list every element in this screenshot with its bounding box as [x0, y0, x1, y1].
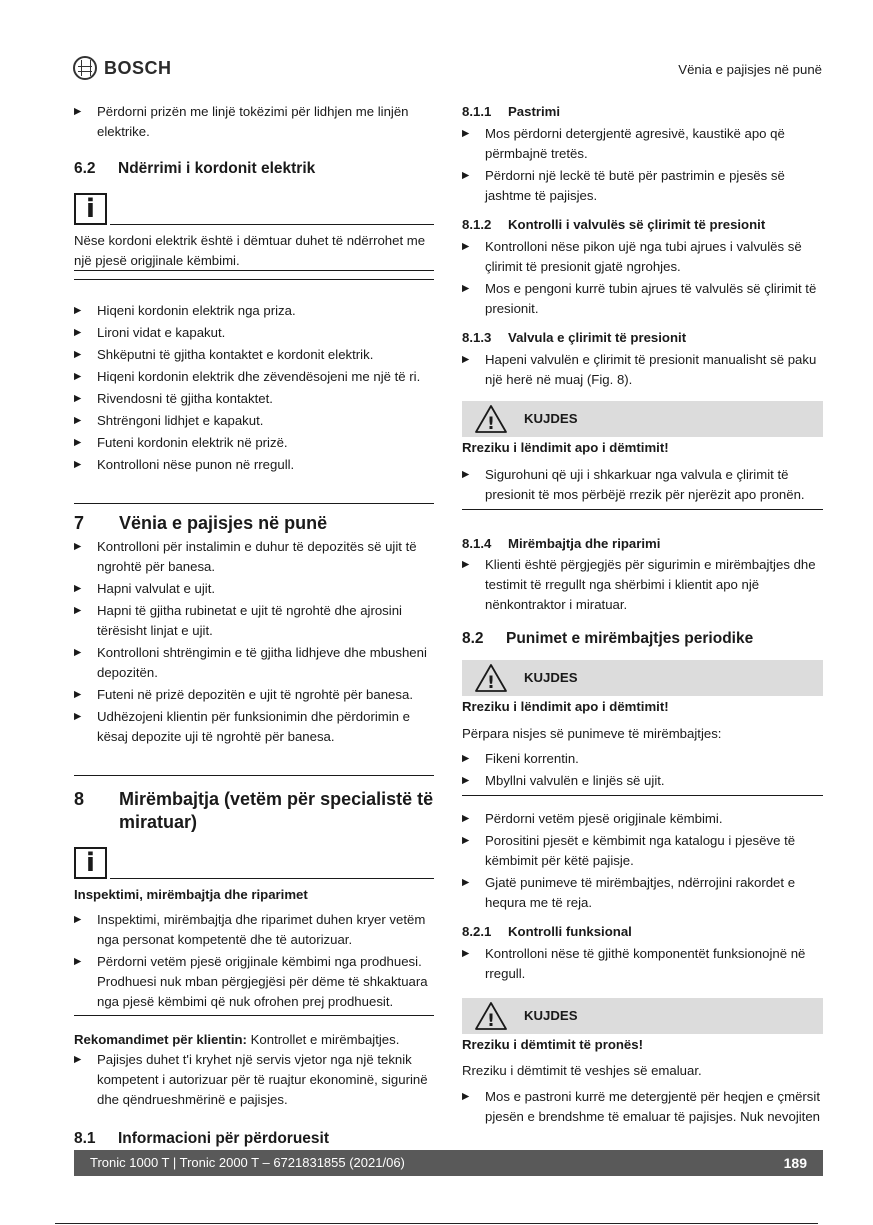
svg-text:!: !	[487, 1011, 495, 1031]
section-number: 8.2.1	[462, 924, 492, 939]
info-notice-header	[74, 847, 434, 879]
list-item: ▶ Gjatë punimeve të mirëmbajtjes, ndërrojini rakordet e hequra me të reja.	[462, 873, 823, 913]
section-number: 8.1.3	[462, 330, 492, 345]
warning-intro: Përpara nisjes së punimeve të mirëmbajtjes:	[462, 726, 722, 741]
running-header: Vënia e pajisjes në punë	[678, 62, 822, 77]
section-number: 6.2	[74, 160, 96, 177]
footer-text: Tronic 1000 T | Tronic 2000 T – 6721831855 (2021/06)	[90, 1155, 405, 1170]
info-icon: i	[74, 847, 107, 879]
recommendation	[74, 1030, 434, 1050]
list-item: ▶ Përdorni prizën me linjë tokëzimi për lidhjen me linjën elektrike.	[74, 102, 434, 142]
section-title: Punimet e mirëmbajtjes periodike	[506, 630, 754, 647]
divider	[110, 224, 434, 225]
info-text: Nëse kordoni elektrik është i dëmtuar duhet të ndërrohet me një pjesë origjinale këmbimi.	[74, 231, 434, 271]
procedure-list	[462, 350, 823, 390]
info-icon: i	[74, 193, 107, 225]
list-item: ▶ Hapni të gjitha rubinetat e ujit të ngrohtë dhe ajrosini tërësisht linjat e ujit.	[74, 601, 434, 641]
procedure-list	[462, 809, 823, 913]
divider	[55, 1223, 818, 1224]
svg-text:!: !	[487, 414, 495, 434]
recommendation-list	[74, 1050, 434, 1110]
warning-title: Rreziku i lëndimit apo i dëmtimit!	[462, 440, 669, 455]
section-number: 8	[74, 789, 85, 809]
procedure-list	[74, 537, 434, 747]
list-item: ▶ Mos përdorni detergjentë agresivë, kaustikë apo që përmbajnë tretës.	[462, 124, 823, 164]
svg-text:!: !	[487, 673, 495, 693]
list-item: ▶ Kontrolloni nëse të gjithë komponentët funksionojnë në rregull.	[462, 944, 823, 984]
list-item: ▶ Sigurohuni që uji i shkarkuar nga valvula e çlirimit të presionit të mos përbëjë rrezik për njerëzit apo pronën.	[462, 465, 823, 505]
page-number: 189	[783, 1155, 807, 1171]
list-item: ▶ Kontrolloni për instalimin e duhur të depozitës së ujit të ngrohtë për banesa.	[74, 537, 434, 577]
list-item: ▶ Përdorni një leckë të butë për pastrimin e pjesës së jashtme të pajisjes.	[462, 166, 823, 206]
list-item: ▶ Hiqeni kordonin elektrik dhe zëvendësojeni me një të ri.	[74, 367, 434, 387]
list-item: ▶ Kontrolloni nëse pikon ujë nga tubi ajrues i valvulës së çlirimit të presionit gjatë ngrohjes.	[462, 237, 823, 277]
procedure-list	[462, 555, 823, 615]
brand-logo	[73, 56, 172, 80]
info-title: Inspektimi, mirëmbajtja dhe riparimet	[74, 887, 308, 902]
procedure-list	[74, 278, 434, 475]
section-heading-7	[74, 512, 434, 535]
warning-intro: Rreziku i dëmtimit të veshjes së emaluar.	[462, 1063, 702, 1078]
left-column	[74, 102, 434, 1150]
section-heading-8-1	[74, 1128, 434, 1150]
list-item: ▶ Mbyllni valvulën e linjës së ujit.	[462, 771, 823, 791]
section-heading-8-1-1	[462, 102, 823, 122]
brand-name: BOSCH	[104, 58, 172, 78]
section-title: Ndërrimi i kordonit elektrik	[118, 160, 316, 177]
section-title: Valvula e çlirimit të presionit	[508, 330, 687, 345]
list-item: ▶ Udhëzojeni klientin për funksionimin dhe përdorimin e kësaj depozite uji të ngrohtë për banesa.	[74, 707, 434, 747]
section-number: 8.1.1	[462, 104, 492, 119]
list-item: ▶ Shtrëngoni lidhjet e kapakut.	[74, 411, 434, 431]
section-number: 8.2	[462, 630, 484, 647]
list-item: ▶ Porositini pjesët e këmbimit nga katalogu i pjesëve të këmbimit për këtë pajisje.	[462, 831, 823, 871]
warning-bar	[462, 998, 823, 1034]
info-list	[74, 910, 434, 1016]
warning-title: Rreziku i dëmtimit të pronës!	[462, 1037, 643, 1052]
list-item: ▶ Kontrolloni shtrëngimin e të gjitha lidhjeve dhe mbusheni depozitën.	[74, 643, 434, 683]
section-heading-8	[74, 788, 434, 834]
recommendation-text: Kontrollet e mirëmbajtjes.	[246, 1032, 400, 1047]
warning-label: KUJDES	[524, 1008, 578, 1023]
section-heading-6-2	[74, 158, 434, 180]
section-heading-8-2-1	[462, 922, 823, 942]
warning-label: KUJDES	[524, 411, 578, 426]
section-number: 8.1	[74, 1130, 96, 1147]
section-title: Kontrolli i valvulës së çlirimit të presionit	[508, 217, 766, 232]
section-title: Vënia e pajisjes në punë	[119, 513, 328, 533]
bosch-armature-icon	[73, 56, 97, 80]
list-item: ▶ Shkëputni të gjitha kontaktet e kordonit elektrik.	[74, 345, 434, 365]
list-item: ▶ Pajisjes duhet t'i kryhet një servis vjetor nga një teknik kompetent i autorizuar për të ruajtur ekonominë, sigurinë dhe qëndrueshmërinë e pajisjes.	[74, 1050, 434, 1110]
warning-bar	[462, 660, 823, 696]
procedure-list	[462, 124, 823, 206]
warning-list	[462, 465, 823, 510]
list-item: ▶ Mos e pengoni kurrë tubin ajrues të valvulës së çlirimit të presionit.	[462, 279, 823, 319]
list-item: ▶ Përdorni vetëm pjesë origjinale këmbimi nga prodhuesi. Prodhuesi nuk mban përgjegjësi për dëme të shkaktuara nga pjesë këmbimi që nuk ofrohen prej prodhuesit.	[74, 952, 434, 1012]
warning-list	[462, 749, 823, 796]
warning-bar	[462, 401, 823, 437]
section-heading-8-1-2	[462, 215, 823, 235]
divider	[74, 775, 434, 776]
section-heading-8-1-3	[462, 328, 823, 348]
list-item: ▶ Rivendosni të gjitha kontaktet.	[74, 389, 434, 409]
list-item: ▶ Mos e pastroni kurrë me detergjentë për heqjen e çmërsit pjesën e brendshme të emaluar të pajisjes. Nuk nevojiten	[462, 1087, 823, 1127]
section-number: 7	[74, 513, 85, 533]
warning-list	[462, 1087, 823, 1127]
section-title: Mirëmbajtja dhe riparimi	[508, 536, 661, 551]
warning-triangle-icon	[474, 1001, 508, 1031]
list-item: ▶ Hapeni valvulën e çlirimit të presionit manualisht së paku një herë në muaj (Fig. 8).	[462, 350, 823, 390]
list-item: ▶ Futeni kordonin elektrik në prizë.	[74, 433, 434, 453]
warning-triangle-icon	[474, 404, 508, 434]
list-item: ▶ Hapni valvulat e ujit.	[74, 579, 434, 599]
info-notice-header	[74, 193, 434, 225]
divider	[74, 503, 434, 504]
section-heading-8-1-4	[462, 534, 823, 554]
section-title: Mirëmbajtja (vetëm për specialistë të miratuar)	[119, 789, 434, 832]
warning-triangle-icon	[474, 663, 508, 693]
list-item: ▶ Inspektimi, mirëmbajtja dhe riparimet duhen kryer vetëm nga personat kompetentë dhe të autorizuar.	[74, 910, 434, 950]
list-item: ▶ Kontrolloni nëse punon në rregull.	[74, 455, 434, 475]
list-item: ▶ Hiqeni kordonin elektrik nga priza.	[74, 301, 434, 321]
list-item: ▶ Fikeni korrentin.	[462, 749, 823, 769]
warning-title: Rreziku i lëndimit apo i dëmtimit!	[462, 699, 669, 714]
right-column	[462, 102, 823, 1129]
section-heading-8-2	[462, 628, 823, 650]
list-item: ▶ Përdorni vetëm pjesë origjinale këmbimi.	[462, 809, 823, 829]
list-item: ▶ Futeni në prizë depozitën e ujit të ngrohtë për banesa.	[74, 685, 434, 705]
procedure-list	[462, 944, 823, 984]
procedure-list	[462, 237, 823, 319]
section-title: Kontrolli funksional	[508, 924, 632, 939]
intro-list	[74, 102, 434, 142]
section-title: Pastrimi	[508, 104, 561, 119]
section-number: 8.1.4	[462, 536, 492, 551]
divider	[110, 878, 434, 879]
list-item: ▶ Lironi vidat e kapakut.	[74, 323, 434, 343]
footer-bar	[74, 1150, 823, 1176]
list-item: ▶ Klienti është përgjegjës për sigurimin e mirëmbajtjes dhe testimit të rregullt nga shërbimi i klientit apo një nënkontraktor i miratuar.	[462, 555, 823, 615]
recommendation-label: Rekomandimet për klientin:	[74, 1032, 247, 1047]
section-number: 8.1.2	[462, 217, 492, 232]
warning-label: KUJDES	[524, 670, 578, 685]
section-title: Informacioni për përdoruesit	[118, 1130, 330, 1147]
